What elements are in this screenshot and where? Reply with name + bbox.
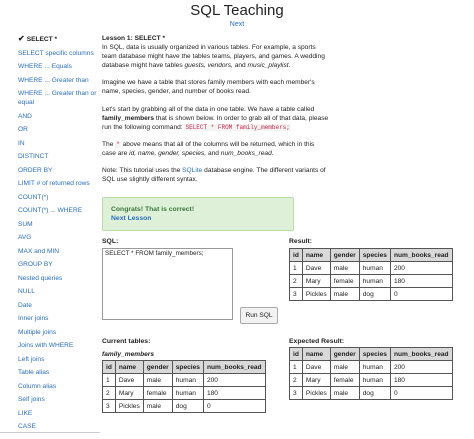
sidebar-item[interactable]: [18, 382, 100, 391]
sidebar-item-label: SUM: [18, 220, 33, 228]
sidebar-item[interactable]: [18, 152, 100, 161]
current-table-name: family_members: [102, 351, 155, 358]
lesson-content: [102, 34, 330, 192]
sidebar-item[interactable]: [18, 233, 100, 242]
table-cell: 3: [290, 288, 303, 301]
sidebar-item-label: NULL: [18, 288, 35, 295]
table-cell: Dave: [115, 374, 143, 387]
table-cell: 1: [290, 361, 303, 374]
sidebar-item-label: MAX and MIN: [18, 247, 60, 255]
sidebar-item[interactable]: [18, 314, 100, 323]
next-link[interactable]: Next: [229, 21, 245, 28]
sidebar-item[interactable]: [18, 166, 100, 175]
next-lesson-link[interactable]: Next Lesson: [111, 215, 152, 222]
sqlite-link[interactable]: SQLite: [182, 167, 203, 175]
sidebar-item[interactable]: [18, 112, 100, 121]
table-cell: female: [143, 387, 172, 400]
sidebar-item[interactable]: [18, 193, 100, 202]
table-cell: 180: [390, 275, 452, 288]
column-header: num_books_read: [390, 348, 452, 361]
column-header: gender: [143, 361, 172, 374]
sidebar-item-label: WHERE ... Greater than: [18, 76, 89, 84]
lesson-text: Let's start by grabbing all of the data in one table. We have a table called: [102, 105, 315, 113]
checkmark-icon: ✔: [18, 34, 25, 43]
table-cell: human: [359, 262, 390, 275]
sidebar-item-label: CASE: [18, 423, 36, 430]
sidebar-item[interactable]: [18, 76, 100, 85]
lesson-text: .: [271, 149, 274, 157]
table-cell: human: [172, 374, 203, 387]
sidebar-item[interactable]: [18, 89, 100, 107]
sidebar-item-label: Column alias: [18, 382, 57, 390]
table-cell: human: [359, 275, 390, 288]
lesson-paragraph-2: Imagine we have a table that stores family members with each member's name, species, gender, and number of books read.: [102, 79, 315, 96]
sidebar-item-label: AVG: [18, 234, 32, 241]
lesson-text: and: [206, 149, 221, 157]
table-row: [290, 387, 453, 400]
sql-label: SQL:: [102, 238, 119, 245]
sidebar-item-label: Multiple joins: [18, 328, 57, 336]
table-cell: human: [359, 374, 390, 387]
lesson-text: In SQL, data is usually organized in various tables. For example, a sports team database might have the tables teams, players, and games. A wedding database might have tables: [102, 44, 325, 70]
table-cell: female: [330, 275, 359, 288]
page-title: SQL Teaching: [190, 2, 284, 19]
column-header: gender: [330, 348, 359, 361]
table-row: [103, 374, 266, 387]
table-cell: Dave: [302, 361, 330, 374]
lesson-paragraph-3: [102, 105, 330, 132]
lesson-em: id, name, gender, species,: [129, 149, 207, 157]
sidebar-item[interactable]: [18, 34, 100, 44]
table-row: [290, 275, 453, 288]
lesson-sidebar: [18, 34, 100, 436]
column-header: species: [172, 361, 203, 374]
table-cell: 1: [290, 262, 303, 275]
column-header: id: [290, 249, 303, 262]
table-cell: Mary: [302, 275, 330, 288]
sidebar-item-label: AND: [18, 112, 32, 120]
table-row: [103, 400, 266, 413]
table-cell: human: [359, 361, 390, 374]
lesson-text: Note: This tutorial uses the: [102, 167, 183, 175]
lesson-text: that is shown below. In order to grab all of that data, please run the following command:: [102, 114, 329, 131]
table-cell: Mary: [302, 374, 330, 387]
column-header: id: [103, 361, 116, 374]
table-cell: 200: [203, 374, 265, 387]
table-cell: male: [330, 262, 359, 275]
sidebar-item[interactable]: [18, 220, 100, 229]
sidebar-item-label: LIKE: [18, 409, 33, 417]
table-cell: male: [330, 288, 359, 301]
sidebar-item-label: OR: [18, 126, 28, 133]
table-cell: 2: [290, 374, 303, 387]
success-alert: [102, 197, 294, 231]
column-header: species: [359, 348, 390, 361]
table-cell: 0: [203, 400, 265, 413]
table-cell: male: [143, 400, 172, 413]
sidebar-divider: [0, 432, 100, 433]
table-cell: male: [330, 361, 359, 374]
table-cell: 2: [290, 275, 303, 288]
table-cell: 0: [390, 288, 452, 301]
lesson-paragraph-1: [102, 43, 330, 70]
table-cell: female: [330, 374, 359, 387]
table-cell: 180: [390, 374, 452, 387]
sidebar-item[interactable]: [18, 49, 100, 58]
table-cell: Pickles: [302, 387, 330, 400]
column-header: id: [290, 348, 303, 361]
sidebar-item[interactable]: [18, 179, 100, 188]
table-cell: 0: [390, 387, 452, 400]
lesson-code: SELECT * FROM family_members;: [185, 123, 290, 131]
sidebar-item[interactable]: [18, 206, 100, 215]
lesson-em: music_playlist: [247, 62, 289, 70]
sidebar-item-label: COUNT(*) ... WHERE: [18, 207, 83, 214]
sidebar-item[interactable]: [18, 368, 100, 377]
table-cell: 200: [390, 262, 452, 275]
sidebar-item[interactable]: [18, 395, 100, 404]
sidebar-item-label: Self joins: [18, 396, 45, 403]
table-cell: 2: [103, 387, 116, 400]
lesson-text: The: [102, 140, 116, 148]
table-header-row: [103, 361, 266, 374]
sidebar-item-label: Left joins: [18, 355, 45, 363]
lesson-text: above means that all of the columns will be returned, which in this case are: [102, 140, 315, 157]
lesson-text: database engine. The different variants of SQL use slightly different syntax.: [102, 167, 326, 184]
result-table: [289, 248, 453, 301]
column-header: gender: [330, 249, 359, 262]
sidebar-item-label: GROUP BY: [18, 261, 53, 268]
sidebar-item-label: SELECT specific columns: [18, 49, 94, 57]
run-sql-button[interactable]: Run SQL: [240, 307, 278, 324]
sidebar-item-label: LIMIT # of returned rows: [18, 180, 90, 187]
sidebar-item-label: WHERE ... Greater than or equal: [18, 90, 97, 106]
sidebar-item[interactable]: [18, 287, 100, 296]
lesson-text: .: [288, 62, 291, 70]
sidebar-item-label: SELECT *: [26, 36, 58, 43]
lesson-text: and: [232, 62, 248, 70]
table-cell: Pickles: [302, 288, 330, 301]
sidebar-item-label: WHERE ... Equals: [18, 63, 72, 70]
table-cell: male: [143, 374, 172, 387]
sidebar-item[interactable]: [18, 301, 100, 310]
table-cell: human: [172, 387, 203, 400]
sidebar-item[interactable]: [18, 62, 100, 71]
sidebar-item[interactable]: [18, 125, 100, 134]
sidebar-item[interactable]: [18, 355, 100, 364]
lesson-heading: Lesson 1: SELECT *: [102, 35, 166, 42]
result-label: Result:: [289, 238, 313, 245]
table-row: [290, 374, 453, 387]
lesson-code: *: [116, 140, 120, 148]
column-header: num_books_read: [203, 361, 265, 374]
column-header: name: [115, 361, 143, 374]
table-cell: Pickles: [115, 400, 143, 413]
lesson-em: guests, vendors,: [184, 62, 233, 70]
table-row: [290, 288, 453, 301]
sidebar-item-label: Date: [18, 301, 32, 309]
table-header-row: [290, 348, 453, 361]
expected-result-table: [289, 347, 453, 400]
table-cell: dog: [359, 288, 390, 301]
sidebar-item[interactable]: [18, 409, 100, 418]
table-row: [290, 262, 453, 275]
table-cell: 180: [203, 387, 265, 400]
current-tables-label: Current tables:: [102, 338, 151, 345]
table-cell: Dave: [302, 262, 330, 275]
table-row: [103, 387, 266, 400]
table-cell: dog: [359, 387, 390, 400]
success-message: Congrats! That is correct!: [111, 206, 195, 213]
table-cell: 3: [103, 400, 116, 413]
sidebar-item[interactable]: [18, 422, 100, 431]
table-cell: 1: [103, 374, 116, 387]
sidebar-item-label: IN: [18, 139, 25, 147]
column-header: name: [302, 249, 330, 262]
table-header-row: [290, 249, 453, 262]
lesson-paragraph-5: [102, 166, 330, 184]
column-header: species: [359, 249, 390, 262]
table-cell: Mary: [115, 387, 143, 400]
sidebar-item-label: Joins with WHERE: [18, 342, 74, 349]
sidebar-item-label: DISTINCT: [18, 153, 49, 160]
table-cell: male: [330, 387, 359, 400]
sidebar-item[interactable]: [18, 341, 100, 350]
sidebar-item[interactable]: [18, 260, 100, 269]
table-cell: 200: [390, 361, 452, 374]
column-header: name: [302, 348, 330, 361]
lesson-table-name: family_members: [102, 114, 155, 122]
current-table: [102, 360, 266, 413]
lesson-em: num_books_read: [220, 149, 272, 157]
sql-editor[interactable]: [102, 248, 233, 320]
expected-result-label: Expected Result:: [289, 338, 345, 345]
sidebar-item-label: Table alias: [18, 369, 50, 376]
sidebar-item-label: ORDER BY: [18, 166, 53, 174]
column-header: num_books_read: [390, 249, 452, 262]
lesson-paragraph-4: [102, 140, 330, 158]
sidebar-item[interactable]: [18, 139, 100, 148]
sidebar-item-label: Nested queries: [18, 274, 63, 282]
table-cell: 3: [290, 387, 303, 400]
table-row: [290, 361, 453, 374]
sidebar-item[interactable]: [18, 328, 100, 337]
sidebar-item-label: Inner joins: [18, 315, 49, 322]
table-cell: dog: [172, 400, 203, 413]
sidebar-item-label: COUNT(*): [18, 193, 49, 201]
sidebar-item[interactable]: [18, 247, 100, 256]
sidebar-item[interactable]: [18, 274, 100, 283]
